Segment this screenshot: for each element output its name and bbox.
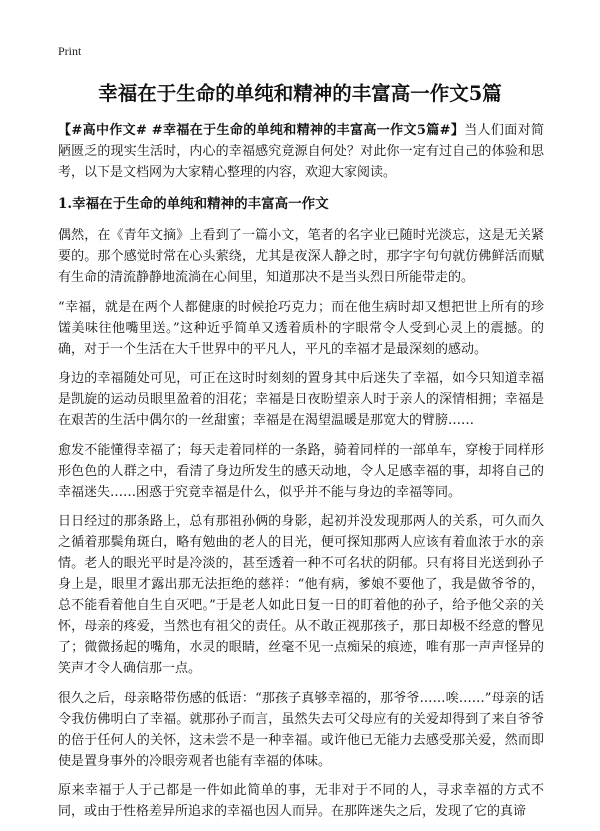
intro-tags: 【#高中作文# #幸福在于生命的单纯和精神的丰富高一作文5篇#】	[58, 123, 465, 138]
body-paragraph-7: 原来幸福于人于己都是一件如此简单的事，无非对于不同的人，寻求幸福的方式不同，或由于性格差异所追求的幸福也因人而异。在那阵迷失之后，发现了它的真谛	[58, 783, 544, 819]
intro-text: 当人们面对简陋匮乏的现实生活时，内心的幸福感究竟源自何处？对此你一定有过自己的体验和思考，以下是文档网为大家精心整理的内容，欢迎大家阅读。	[58, 123, 544, 180]
body-paragraph-3: 身边的幸福随处可见，可正在这时时刻刻的置身其中后迷失了幸福，如今只知道幸福是凯旋的运动员眼里盈着的泪花；幸福是日夜盼望亲人时于亲人的深情相拥；幸福是在艰苦的生活中偶尔的一丝甜蜜；幸福是在渴望温暖是那宽大的臂膀……	[58, 371, 544, 428]
document-body	[58, 120, 544, 831]
document-title: 幸福在于生命的单纯和精神的丰富高一作文5篇	[98, 82, 502, 105]
body-paragraph-4: 愈发不能懂得幸福了；每天走着同样的一条路，骑着同样的一部单车，穿梭于同样形形色色的人群之中，看清了身边所发生的感天动地，令人足感幸福的事，却将自己的幸福迷失……困惑于究竟幸福是什么，似乎并不能与身边的幸福等同。	[58, 442, 544, 500]
print-label: Print	[58, 44, 82, 58]
body-paragraph-5: 日日经过的那条路上，总有那祖孙俩的身影，起初并没发现那两人的关系，可久而久之循着那鬓角斑白，略有勉曲的老人的目光，便可探知那两人应该有着血浓于水的亲情。老人的眼光平时是冷淡的，甚至透着一种不可名状的阴郁。只有将目光送到孙子身上是，眼里才露出那无法拒绝的慈祥：“他有病，爹娘不要他了，我是做爷爷的，总不能看着他自生自灭吧。”于是老人如此日复一日的盯着他的孙子，给予他父亲的关怀，母亲的疼爱，当然也有祖父的责任。从不敢正视那孩子，那日却极不经意的瞥见了；微微扬起的嘴角，水灵的眼睛，丝毫不见一点痴呆的痕迹，唯有那一声声怪异的笑声才令人确信那一点。	[58, 514, 544, 676]
body-paragraph-1: 偶然，在《青年文摘》上看到了一篇小文，笔者的名字业已随时光淡忘，这是无关紧要的。那个感觉时常在心头萦绕，尤其是夜深人静之时，那字字句句就仿佛鲜活而赋有生命的清流静静地流淌在心间里，知道那决不是当头烈日所能带走的。	[58, 228, 544, 285]
body-paragraph-2: “幸福，就是在两个人都健康的时候抢巧克力；而在他生病时却又想把世上所有的珍馐美味往他嘴里送。”这种近乎简单又透着质朴的字眼常令人受到心灵上的震撼。的确，对于一个生活在大千世界中的平凡人，平凡的幸福才是最深刻的感动。	[58, 299, 544, 357]
intro-paragraph	[58, 120, 544, 183]
section-heading: 1.幸福在于生命的单纯和精神的丰富高一作文	[58, 196, 329, 212]
body-paragraph-6: 很久之后，母亲略带伤感的低语：“那孩子真够幸福的，那爷爷……唉……”母亲的话令我仿佛明白了幸福。就那孙子而言，虽然失去可父母应有的关爱却得到了来自爷爷的倍于任何人的关怀，这未尝不是一种幸福。或许他已无能力去感受那关爱，然而即使是置身事外的冷眼旁观者也能有幸福的体味。	[58, 690, 544, 769]
